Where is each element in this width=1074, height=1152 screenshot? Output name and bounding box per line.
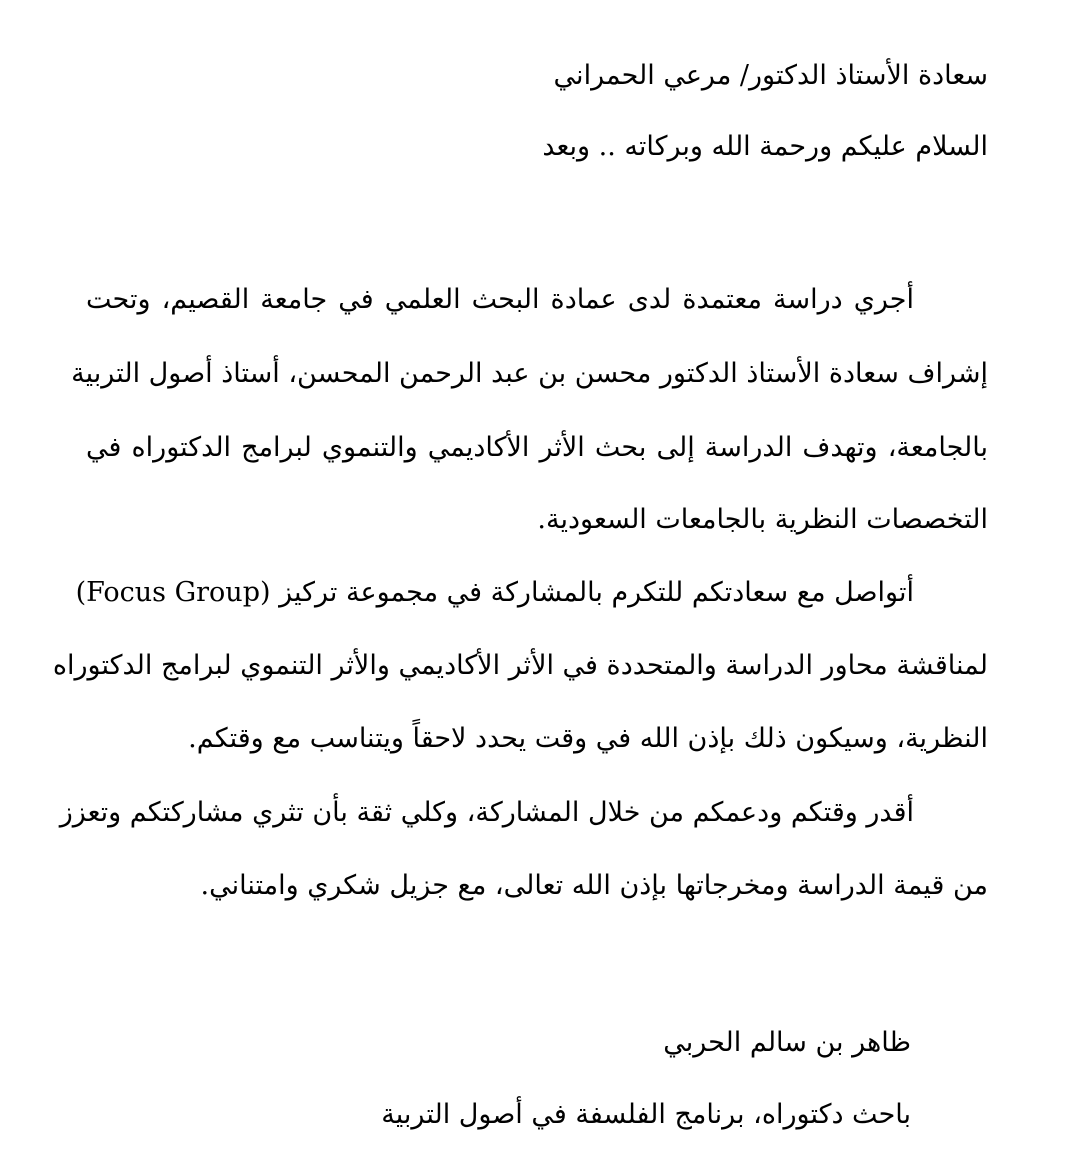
paragraph-3-line-1: أقدر وقتكم ودعمكم من خلال المشاركة، وكلي ثقة بأن تثري مشاركتكم وتعزز <box>59 797 914 828</box>
paragraph-2-line-2: لمناقشة محاور الدراسة والمتحددة في الأثر الأكاديمي والأثر التنموي لبرامج الدكتوراه <box>52 650 988 681</box>
signature-title: باحث دكتوراه، برنامج الفلسفة في أصول التربية <box>381 1099 911 1130</box>
paragraph-1-line-3: بالجامعة، وتهدف الدراسة إلى بحث الأثر الأكاديمي والتنموي لبرامج الدكتوراه في <box>86 432 988 463</box>
paragraph-1-line-1: أجري دراسة معتمدة لدى عمادة البحث العلمي في جامعة القصيم، وتحت <box>86 284 914 315</box>
paragraph-3-line-2: من قيمة الدراسة ومخرجاتها بإذن الله تعالى، مع جزيل شكري وامتناني. <box>200 870 988 901</box>
greeting-line: السلام عليكم ورحمة الله وبركاته .. وبعد <box>542 131 988 162</box>
paragraph-1-line-2: إشراف سعادة الأستاذ الدكتور محسن بن عبد الرحمن المحسن، أستاذ أصول التربية <box>71 358 988 389</box>
addressee-line: سعادة الأستاذ الدكتور/ مرعي الحمراني <box>553 60 988 91</box>
paragraph-2-line-1: أتواصل مع سعادتكم للتكرم بالمشاركة في مجموعة تركيز (Focus Group) <box>75 577 914 608</box>
signature-name: ظاهر بن سالم الحربي <box>663 1027 911 1058</box>
paragraph-2-line-3: النظرية، وسيكون ذلك بإذن الله في وقت يحدد لاحقاً ويتناسب مع وقتكم. <box>188 723 988 754</box>
paragraph-1-line-4: التخصصات النظرية بالجامعات السعودية. <box>537 504 988 535</box>
